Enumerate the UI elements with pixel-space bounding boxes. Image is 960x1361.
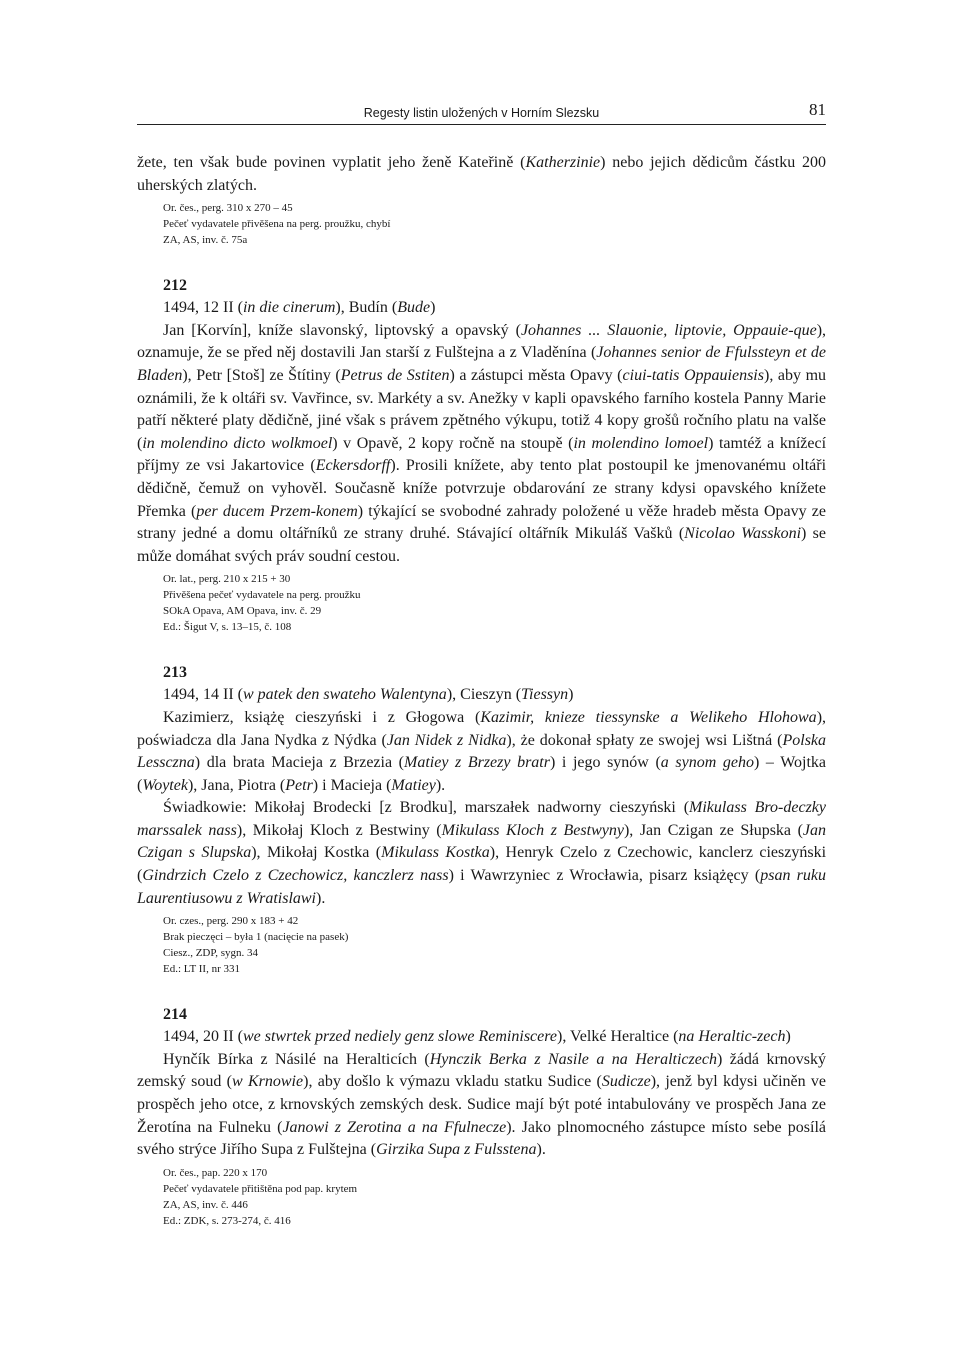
- meta-line: Or. čes., pap. 220 x 170: [163, 1166, 268, 1179]
- text-run: ), Jana, Piotra (: [187, 776, 286, 794]
- text-run: ) i Macieja (: [312, 776, 392, 794]
- meta-line: Ed.: ZDK, s. 273-274, č. 416: [163, 1214, 291, 1227]
- meta-line: Or. czes., perg. 290 x 183 + 42: [163, 915, 299, 928]
- meta-line: Ed.: LT II, nr 331: [163, 963, 240, 976]
- text-run: ), Mikołaj Kloch z Bestwiny (: [236, 821, 442, 839]
- italic-run: w patek den swateho Walentyna: [242, 686, 447, 704]
- text-run: ) se může domáhat svých práv soudní cestou.: [137, 525, 827, 565]
- italic-run: Janowi z Zerotina a na Ffulnecze: [282, 1118, 507, 1136]
- meta-line: Ed.: Šigut V, s. 13–15, č. 108: [163, 621, 292, 634]
- page-number: 81: [809, 100, 826, 119]
- text-run: ) tamtéž a knížecí příjmy ze vsi Jakartovice (: [137, 434, 827, 475]
- carryover-paragraph: [137, 152, 826, 197]
- text-run: ). Jako plnomocného zástupce místo sebe posílá svého strýce Jiřího Supa z Fulštejna (: [137, 1118, 826, 1159]
- text-run: ): [430, 299, 436, 317]
- entry-number: 213: [163, 664, 187, 682]
- italic-run: Petr: [285, 776, 313, 794]
- text-run: ), Budín (: [335, 299, 398, 317]
- entry-number: 212: [163, 277, 187, 295]
- entry-paragraph: [137, 320, 826, 569]
- text-run: ). Prosili knížete, aby tento plat postoupil ke jmenovanému oltáři dědičně, čemuž on vyhověl. Současně kníže potvrzuje obdarování ze strany kdysi opavského knížete Přemka (: [137, 457, 827, 520]
- entry-number: 214: [163, 1006, 187, 1024]
- text-run: Kazimierz, książę cieszyński i z Głogowa (: [163, 708, 481, 726]
- italic-run: w Krnowie: [232, 1073, 304, 1091]
- italic-run: Kazimir, knieze tiessynske a Welikeho Hlohowa: [480, 708, 817, 726]
- italic-run: in molendino lomoel: [573, 434, 709, 452]
- text-run: ), Henryk Czelo z Czechowic, kanclerz cieszyński (: [137, 844, 827, 885]
- italic-run: Sudicze: [601, 1073, 651, 1091]
- text-run: ) – Wojtka (: [137, 754, 827, 794]
- text-run: ) nebo jejich dědicům částku 200 uherských zlatých.: [137, 154, 826, 194]
- italic-run: a synom geho: [660, 754, 754, 772]
- italic-run: Johannes ... Slauonie, liptovie, Oppauie-que: [520, 321, 817, 339]
- italic-run: Mikulass Bro-deczky marssalek nass: [137, 799, 826, 839]
- text-run: ), poświadcza dla Jana Nydka z Nýdka (: [137, 708, 827, 749]
- text-run: 1494, 12 II (: [163, 299, 243, 317]
- text-run: ), Velké Heraltice (: [556, 1028, 679, 1046]
- regest-entry: [137, 1004, 826, 1229]
- italic-run: ciui-tatis Oppauiensis: [622, 366, 764, 384]
- italic-run: Petrus de Sstiten: [340, 366, 450, 384]
- text-run: ), że dokonał spłaty ze swojej wsi Lištná (: [506, 731, 783, 749]
- text-run: ) i jego synów (: [549, 754, 661, 772]
- text-run: ): [785, 1028, 791, 1046]
- italic-run: Katherzinie: [525, 154, 601, 171]
- meta-line: Pečeť vydavatele přivěšena na perg. proužku, chybí: [163, 218, 391, 231]
- entry-meta: [163, 1165, 826, 1229]
- running-title: Regesty listin uložených v Horním Slezsku: [363, 106, 600, 120]
- italic-run: Jan Czigan s Slupska: [137, 821, 827, 862]
- text-run: ), aby došlo k výmazu vkladu statku Sudice (: [303, 1073, 602, 1091]
- meta-line: Ciesz., ZDP, sygn. 34: [163, 947, 259, 960]
- meta-line: ZA, AS, inv. č. 446: [163, 1198, 248, 1211]
- text-run: ), Jan Czigan ze Słupska (: [623, 821, 803, 839]
- running-header: [137, 100, 826, 125]
- italic-run: Hynczik Berka z Nasile a na Heralticzech: [429, 1050, 717, 1068]
- italic-run: in molendino dicto wolkmoel: [142, 434, 333, 452]
- italic-run: Johannes senior de Ffulssteyn et de Bladen: [137, 344, 826, 384]
- text-run: ), jenž byl kdysi učiněn ve prospěch jeho otce, z krnovských zemských desk. Sudice mají být poté intabulovány ve prospěch Jana ze Žerotína na Fulneku (: [137, 1073, 827, 1136]
- italic-run: Mikulass Kostka: [381, 844, 490, 862]
- regest-entry: [137, 275, 826, 635]
- entry-date-place: [137, 684, 826, 707]
- italic-run: psan ruku Laurentiusowu z Wratislawi: [137, 867, 827, 907]
- text-run: ) žádá krnovský zemský soud (: [137, 1050, 827, 1091]
- text-run: ).: [536, 1141, 546, 1159]
- page-content: [137, 152, 826, 1229]
- meta-line: SOkA Opava, AM Opava, inv. č. 29: [163, 605, 322, 618]
- text-run: ) a zástupci města Opavy (: [449, 366, 623, 384]
- italic-run: Bude: [397, 299, 431, 317]
- italic-run: Nicolao Wasskoni: [684, 525, 802, 543]
- italic-run: na Heraltic-zech: [678, 1028, 786, 1046]
- entry-date-place: [137, 1026, 826, 1049]
- entry-date-place: [137, 297, 826, 320]
- italic-run: per ducem Przem-konem: [196, 502, 358, 520]
- entry-paragraph: [137, 707, 826, 797]
- text-run: 1494, 20 II (: [163, 1028, 243, 1046]
- meta-line: Přivěšena pečeť vydavatele na perg. proužku: [163, 589, 361, 602]
- carryover-meta: [163, 200, 826, 248]
- text-run: ) i Wawrzyniec z Wrocławia, pisarz książęcy (: [448, 867, 761, 885]
- text-run: Świadkowie: Mikołaj Brodecki [z Brodku], marszałek nadworny cieszyński (: [163, 799, 690, 817]
- text-run: ), oznamuje, že se před něj dostavili Jan starší z Fulštejna a z Vladěnína (: [137, 321, 827, 362]
- meta-line: Pečeť vydavatele přitištěna pod pap. krytem: [163, 1182, 358, 1195]
- entry-meta: [163, 913, 826, 977]
- italic-run: Eckersdorff: [315, 457, 391, 475]
- italic-run: Jan Nidek z Nidka: [386, 731, 507, 749]
- text-run: ).: [435, 776, 446, 794]
- italic-run: Woytek: [142, 776, 188, 794]
- italic-run: Gindrzich Czelo z Czechowicz, kanczlerz nass: [142, 867, 449, 885]
- regest-entry: [137, 662, 826, 977]
- text-run: ) dla brata Macieja z Brzezia (: [194, 754, 404, 772]
- text-run: ), aby mu oznámili, že k oltáři sv. Vavřince, sv. Markéty a sv. Anežky v kapli opavského farního kostela Panny Marie patří některé platy dědičně, jiné však s právem zpětného výkupu, totiž 4 kopy grošů ročního platu na valše (: [137, 366, 827, 452]
- text-run: žete, ten však bude povinen vyplatit jeho ženě Kateřině (: [137, 154, 526, 171]
- italic-run: in die cinerum: [242, 299, 336, 317]
- text-run: ), Cieszyn (: [446, 686, 522, 704]
- text-run: ), Petr [Stoš] ze Štítiny (: [182, 366, 341, 384]
- italic-run: Polska Lessczna: [137, 731, 827, 772]
- text-run: ).: [316, 889, 326, 907]
- meta-line: Or. čes., perg. 310 x 270 – 45: [163, 202, 293, 215]
- entry-paragraph: [137, 797, 826, 910]
- entry-paragraph: [137, 1049, 826, 1162]
- text-run: ) v Opavě, 2 kopy ročně na stoupě (: [332, 434, 574, 452]
- italic-run: Matiey: [391, 776, 436, 794]
- text-run: 1494, 14 II (: [163, 686, 243, 704]
- text-run: ) týkající se svobodné zahrady položené u věže hradeb města Opavy ze strany jedné a domu oltářníků ze strany druhé. Stávající oltářník Mikuláš Vašků (: [137, 502, 827, 543]
- meta-line: Brak pieczęci – była 1 (nacięcie na pasek): [163, 931, 349, 944]
- entry-meta: [163, 571, 826, 635]
- meta-line: ZA, AS, inv. č. 75a: [163, 234, 248, 247]
- meta-line: Or. lat., perg. 210 x 215 + 30: [163, 573, 291, 586]
- italic-run: Matiey z Brzezy bratr: [404, 754, 550, 772]
- text-run: ): [568, 686, 574, 704]
- text-run: Jan [Korvín], kníže slavonský, liptovský a opavský (: [163, 321, 521, 339]
- italic-run: Girzika Supa z Fulsstena: [376, 1141, 537, 1159]
- italic-run: Mikulass Kloch z Bestwyny: [441, 821, 624, 839]
- italic-run: we stwrtek przed nediely genz slowe Reminiscere: [242, 1028, 557, 1046]
- text-run: ), Mikołaj Kostka (: [251, 844, 382, 862]
- italic-run: Tiessyn: [521, 686, 569, 704]
- text-run: Hynčík Bírka z Násilé na Heralticích (: [163, 1050, 430, 1068]
